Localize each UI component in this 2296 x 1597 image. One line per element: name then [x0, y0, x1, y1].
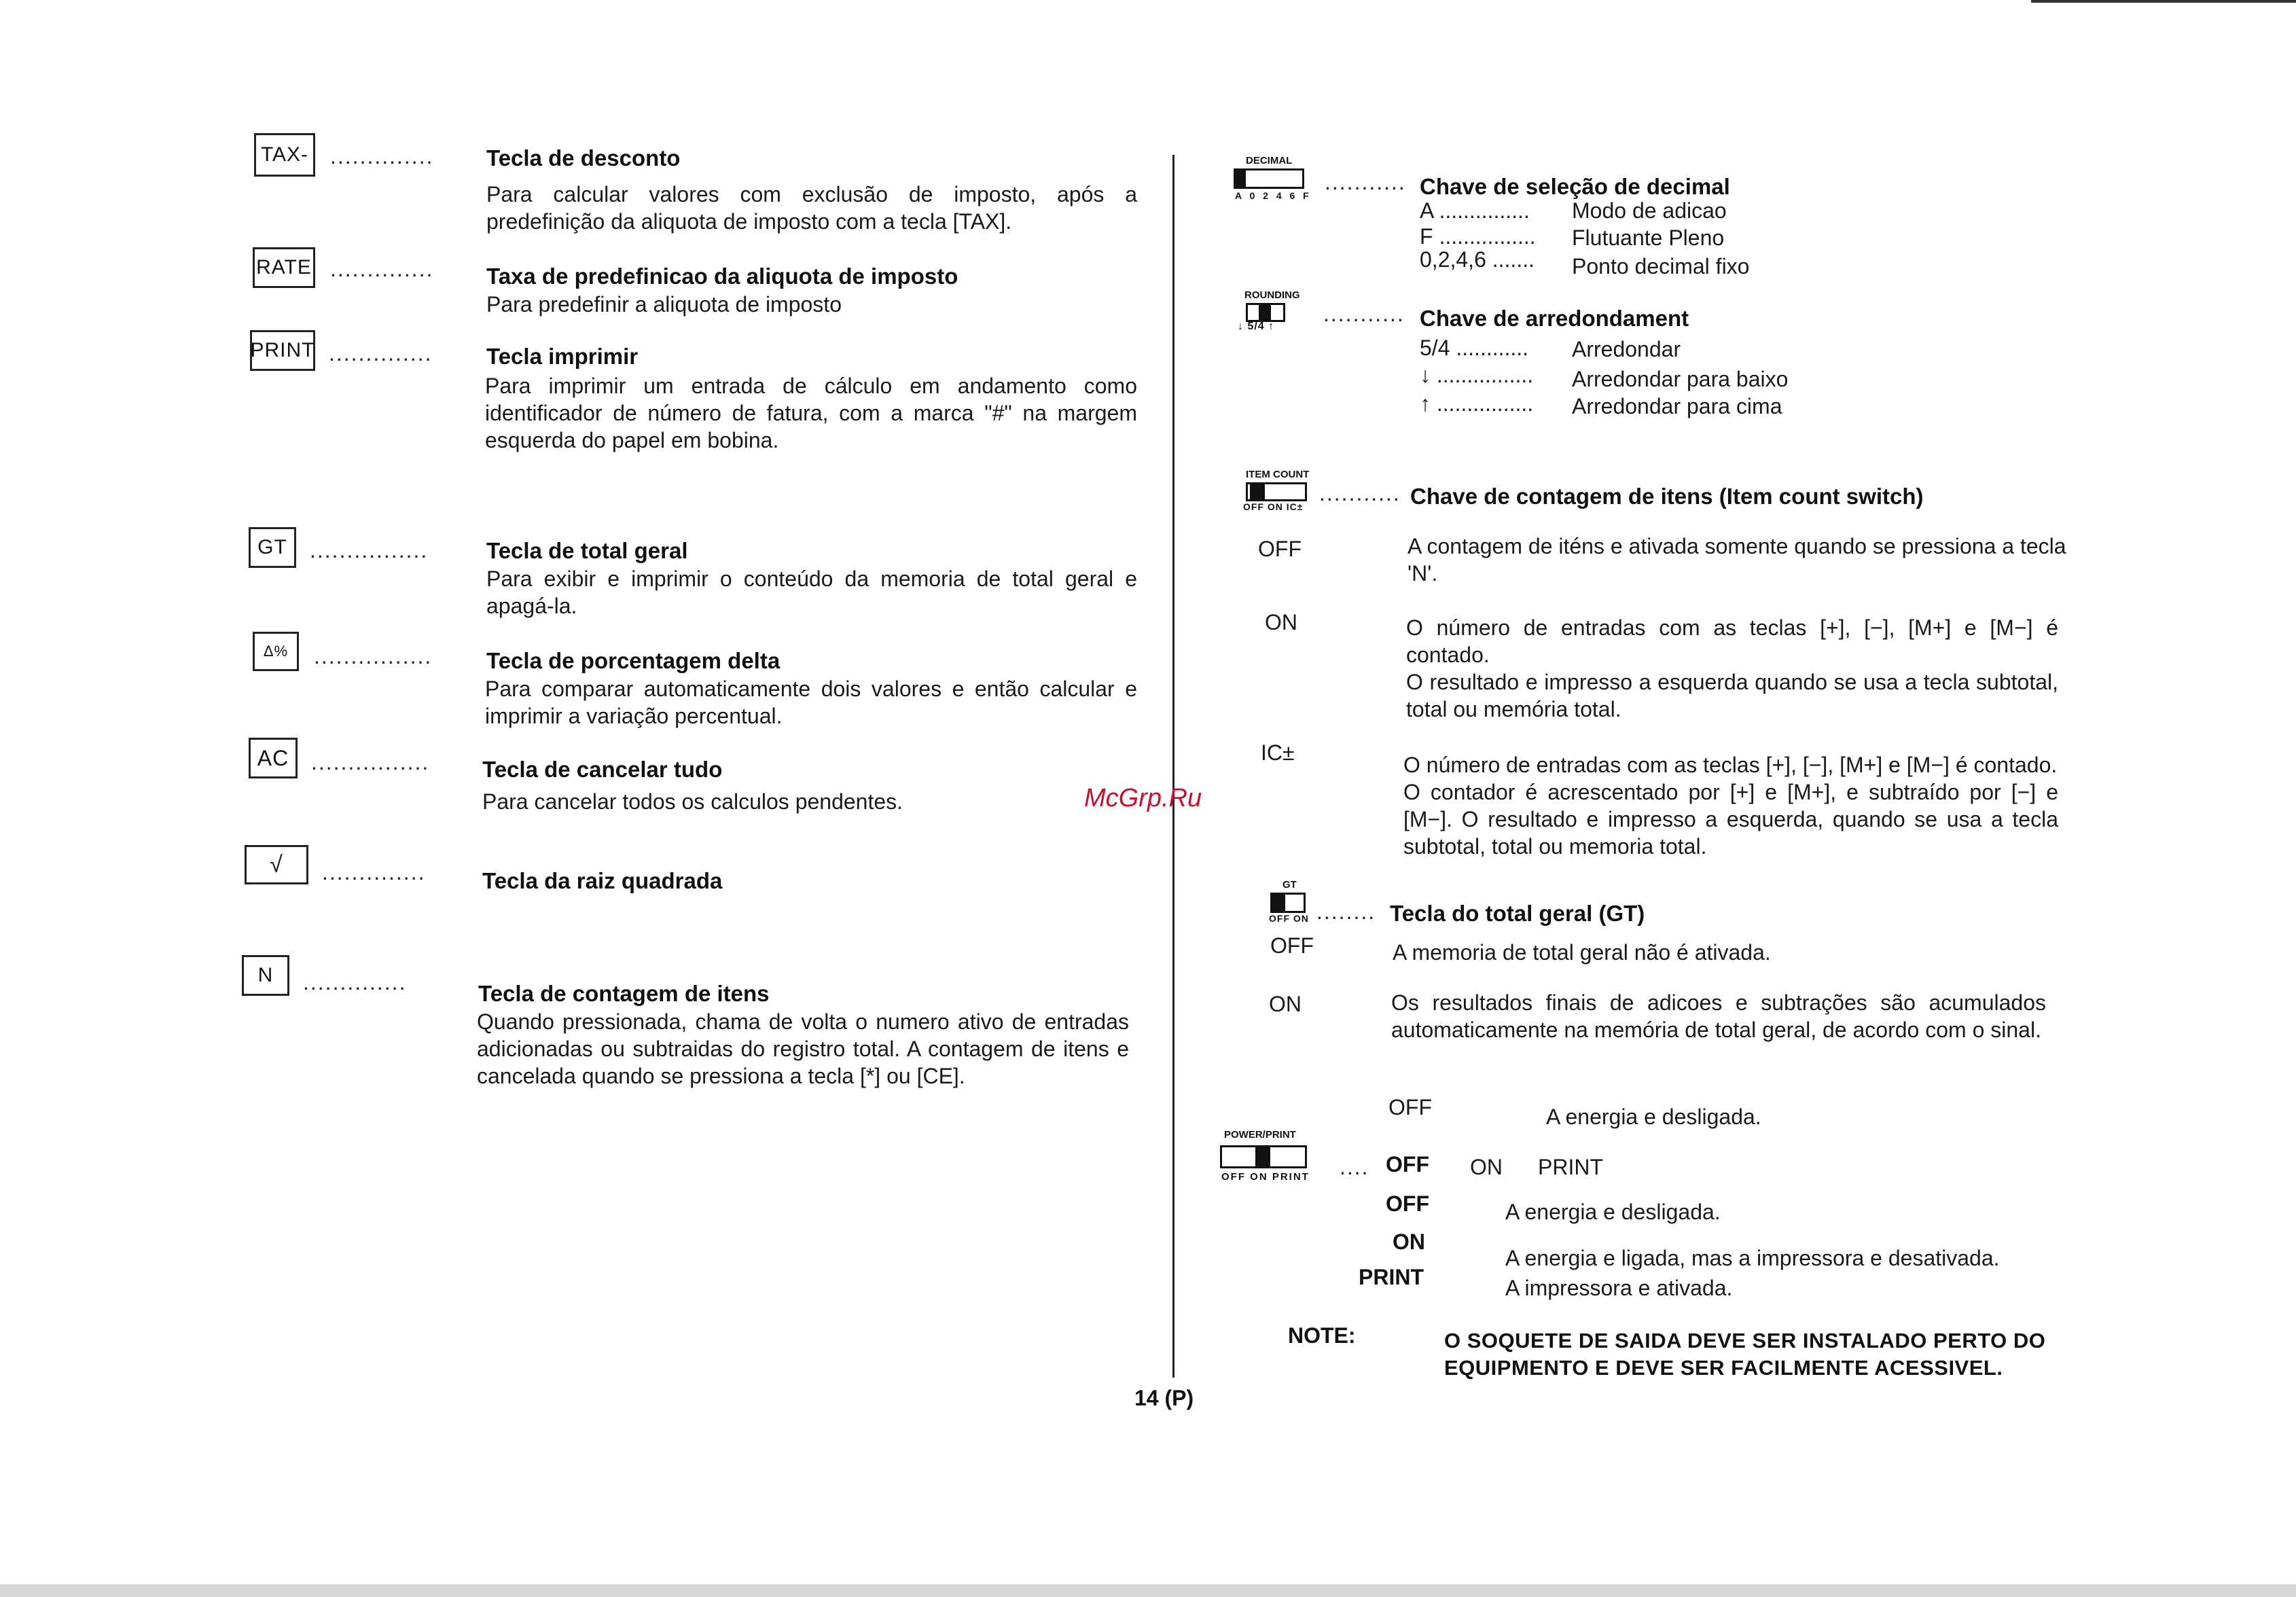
option-key: 0,2,4,6 [1420, 247, 1486, 272]
decimal-switch-positions: A 0 2 4 6 F [1235, 190, 1312, 201]
leader-dots: ........... [1325, 170, 1406, 194]
gt-key-icon [249, 527, 296, 568]
column-divider [1172, 155, 1174, 1378]
power-mode-label: PRINT [1359, 1265, 1424, 1289]
rate-key-icon [253, 247, 315, 288]
leader-dots: ........... [1319, 481, 1401, 505]
item-count-mode-description: A contagem de iténs e ativada somente quando se pressiona a tecla 'N'. [1407, 534, 2066, 586]
item-count-mode-label: ON [1265, 610, 1297, 634]
leader-dots: .............. [330, 144, 434, 168]
power-mode-description: A impressora e ativada. [1505, 1276, 1733, 1300]
top-edge-rule [2031, 0, 2296, 3]
gt-mode-description: A memoria de total geral não é ativada. [1393, 940, 1771, 965]
watermark: McGrp.Ru [1084, 784, 1202, 812]
key-title: Tecla imprimir [486, 344, 639, 369]
key-title: Tecla de cancelar tudo [482, 757, 723, 782]
power-print-switch-positions: OFF ON PRINT [1221, 1171, 1310, 1183]
power-header-print: PRINT [1538, 1155, 1603, 1179]
decimal-option-fixed [1420, 247, 1535, 272]
rounding-switch-knob [1259, 303, 1271, 322]
item-count-mode-label: OFF [1258, 537, 1302, 561]
square-root-key-icon [245, 845, 308, 884]
print-key-icon [250, 330, 315, 371]
leader-dots: ............ [1456, 336, 1529, 360]
leader-dots: ................ [310, 538, 429, 562]
ac-key-icon [249, 738, 298, 778]
page-number: 14 (P) [1134, 1386, 1194, 1410]
gt-switch-caption: GT [1282, 879, 1297, 891]
power-print-switch-knob [1255, 1145, 1270, 1168]
leader-dots: ............... [1439, 198, 1530, 223]
item-count-mode-description: O número de entradas com as teclas [+], [−], [M+] e [M−] é contado. O contador é acrescentado por [+] e [M+], e subtraído por [−] e [M−]. O resultado e impresso a esquerda, quando se usa a tecla subtotal, total ou memoria total. [1403, 753, 2058, 859]
decimal-switch-knob [1234, 168, 1246, 189]
gt-mode-label: ON [1269, 992, 1302, 1016]
option-key: A [1420, 198, 1433, 223]
key-description: Para cancelar todos os calculos pendentes. [482, 789, 903, 814]
key-description: Para imprimir um entrada de cálculo em andamento como identificador de número de fatura, com a marca "#" na margem esquerda do papel em bobina. [485, 374, 1137, 452]
key-label: N [257, 964, 274, 986]
item-count-mode-description: O número de entradas com as teclas [+], [−], [M+] e [M−] é contado. O resultado e impresso a esquerda quando se usa a tecla subtotal, total ou memória total. [1406, 615, 2058, 721]
key-title: Tecla de contagem de itens [478, 981, 770, 1006]
decimal-option-f [1420, 224, 1536, 249]
key-description: Para predefinir a aliquota de imposto [486, 292, 842, 317]
rounding-title: Chave de arredondament [1420, 306, 1689, 331]
option-value: Arredondar para baixo [1572, 367, 1789, 391]
leader-dots: ........... [1323, 302, 1405, 326]
rounding-switch-positions: ↓ 5/4 ↑ [1238, 321, 1275, 332]
power-mode-label: ON [1393, 1230, 1425, 1254]
note-label: NOTE: [1288, 1323, 1356, 1348]
gt-mode-description: Os resultados finais de adicoes e subtrações são acumulados automaticamente na memória de total geral, de acordo com o sinal. [1391, 990, 2046, 1042]
key-title: Tecla de porcentagem delta [486, 648, 781, 673]
power-header-off: OFF [1386, 1152, 1429, 1177]
key-description: Para comparar automaticamente dois valores e então calcular e imprimir a variação percentual. [485, 677, 1137, 728]
rounding-option-up [1420, 391, 1533, 416]
key-title: Tecla de total geral [486, 538, 688, 563]
power-print-switch-caption: POWER/PRINT [1224, 1129, 1296, 1141]
key-description: Para calcular valores com exclusão de imposto, após a predefinição da aliquota de imposto com a tecla [TAX]. [486, 182, 1137, 234]
gt-extra-description: A energia e desligada. [1546, 1105, 1761, 1129]
gt-extra-label: OFF [1388, 1095, 1432, 1119]
option-value: Arredondar para cima [1572, 394, 1782, 418]
gt-mode-label: OFF [1270, 933, 1314, 958]
gt-switch-positions: OFF ON [1269, 913, 1309, 924]
key-label: GT [257, 536, 287, 558]
option-value: Ponto decimal fixo [1572, 254, 1750, 279]
n-key-icon [242, 955, 289, 996]
leader-dots: .............. [303, 970, 407, 994]
power-mode-description: A energia e desligada. [1505, 1200, 1721, 1224]
leader-dots: .... [1340, 1155, 1369, 1179]
leader-dots: ................ [1439, 224, 1536, 249]
key-description: Para exibir e imprimir o conteúdo da memoria de total geral e apagá-la. [486, 567, 1137, 618]
leader-dots: ................ [311, 750, 430, 774]
note-text: O SOQUETE DE SAIDA DEVE SER INSTALADO PERTO DO EQUIPMENTO E DEVE SER FACILMENTE ACESSIVEL. [1444, 1329, 2046, 1380]
item-count-title: Chave de contagem de itens (Item count switch) [1410, 484, 1924, 509]
delta-percent-key-icon [253, 632, 299, 671]
leader-dots: ........ [1316, 899, 1376, 924]
key-label: AC [257, 745, 289, 770]
leader-dots: .............. [329, 341, 433, 365]
option-value: Flutuante Pleno [1572, 226, 1725, 250]
decimal-switch-caption: DECIMAL [1246, 155, 1293, 166]
power-mode-description: A energia e ligada, mas a impressora e desativada. [1505, 1246, 2000, 1270]
rounding-switch-caption: ROUNDING [1244, 289, 1300, 301]
leader-dots: ....... [1492, 247, 1535, 272]
item-count-switch-caption: ITEM COUNT [1246, 469, 1310, 480]
rounding-option-54 [1420, 336, 1528, 361]
option-key: F [1420, 224, 1433, 249]
item-count-switch-knob [1250, 482, 1265, 501]
rounding-option-down [1420, 363, 1533, 388]
key-label: PRINT [250, 339, 315, 361]
key-title: Taxa de predefinicao da aliquota de imposto [486, 264, 958, 289]
option-key: 5/4 [1420, 336, 1450, 360]
leader-dots: ................ [1436, 391, 1534, 416]
leader-dots: ................ [1436, 363, 1534, 387]
key-title: Tecla de desconto [486, 145, 681, 171]
key-label: TAX- [260, 143, 309, 166]
bottom-scan-edge [0, 1584, 2296, 1597]
key-label: Δ% [263, 643, 289, 660]
item-count-switch-positions: OFF ON IC± [1243, 501, 1304, 512]
tax-minus-key-icon [254, 133, 315, 177]
key-description: Quando pressionada, chama de volta o numero ativo de entradas adicionadas ou subtraidas do registro total. A contagem de itens e cancelada quando se pressiona a tecla [*] ou [CE]. [477, 1009, 1129, 1088]
item-count-mode-label: IC± [1261, 740, 1295, 765]
gt-switch-knob [1270, 893, 1285, 913]
option-key: ↓ [1420, 363, 1431, 387]
power-header-on: ON [1470, 1155, 1503, 1179]
decimal-title: Chave de seleção de decimal [1420, 174, 1730, 199]
leader-dots: .............. [322, 860, 426, 884]
option-key: ↑ [1420, 391, 1431, 416]
option-value: Arredondar [1572, 337, 1681, 361]
option-value: Modo de adicao [1572, 198, 1727, 223]
leader-dots: .............. [330, 257, 434, 281]
key-title: Tecla da raiz quadrada [482, 868, 723, 893]
key-label: √ [270, 851, 283, 878]
power-mode-label: OFF [1386, 1191, 1429, 1216]
leader-dots: ................ [314, 644, 433, 668]
key-label: RATE [256, 256, 312, 279]
decimal-option-a [1420, 198, 1530, 223]
gt-title: Tecla do total geral (GT) [1390, 901, 1645, 926]
